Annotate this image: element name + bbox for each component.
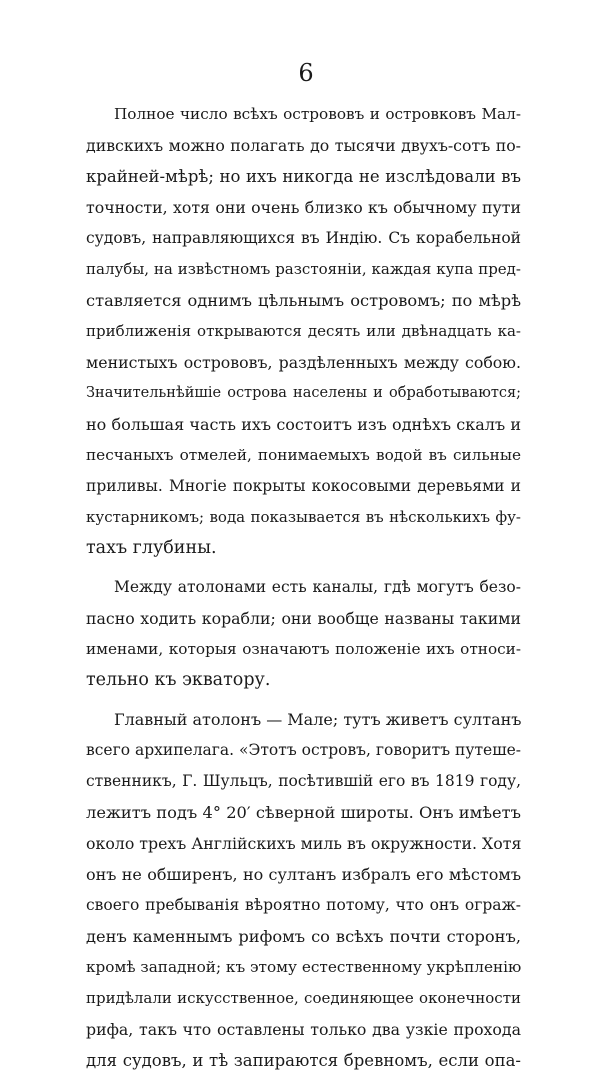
text-line: Значительнѣйшіе острова населены и обработываются; [86, 385, 521, 401]
text-line: точности, хотя они очень близко къ обычному пути [86, 198, 521, 217]
text-line: ставляется однимъ цѣльнымъ островомъ; по мѣрѣ [86, 291, 521, 310]
text-line: но большая часть ихъ состоитъ изъ однѣхъ скалъ и [86, 415, 521, 434]
text-line: судовъ, направляющихся въ Индію. Съ корабельной [86, 229, 521, 247]
text-line: крайней-мѣрѣ; но ихъ никогда не изслѣдовали въ [86, 167, 521, 186]
paragraph-male-atoll [86, 704, 521, 1076]
text-line: пасно ходить корабли; они вообще названы такими [86, 609, 521, 628]
text-line: приближенія открываются десять или двѣнадцать ка- [86, 322, 521, 340]
text-line: придѣлали искусственное, соединяющее оконечности [86, 989, 521, 1007]
text-line: именами, которыя означаютъ положеніе ихъ относи- [86, 640, 521, 658]
text-line: менистыхъ острововъ, раздѣленныхъ между собою. [86, 353, 521, 372]
text-line: для судовъ, и тѣ запираются бревномъ, если опа- [86, 1051, 521, 1070]
text-line: Главный атолонъ — Мале; тутъ живетъ султанъ [114, 710, 521, 729]
body-text [86, 99, 521, 1076]
text-line: около трехъ Англійскихъ миль въ окружности. Хотя [86, 834, 521, 853]
text-line: всего архипелага. «Этотъ островъ, говоритъ путеше- [86, 741, 521, 759]
text-line: приливы. Многіе покрыты кокосовыми деревьями и [86, 477, 521, 495]
text-line: денъ каменнымъ рифомъ со всѣхъ почти сторонъ, [86, 927, 521, 946]
page-number: 6 [298, 59, 314, 87]
paragraph-islands-count [86, 99, 521, 564]
paragraph-channels [86, 572, 521, 696]
text-line: Между атолонами есть каналы, гдѣ могутъ безо- [114, 578, 521, 596]
text-line: тельно къ экватору. [86, 670, 271, 690]
text-line: лежитъ подъ 4° 20′ сѣверной широты. Онъ имѣетъ [86, 803, 521, 822]
text-line: онъ не обширенъ, но султанъ избралъ его мѣстомъ [86, 865, 521, 884]
text-line: кустарникомъ; вода показывается въ нѣсколькихъ фу- [86, 508, 521, 526]
text-line: песчаныхъ отмелей, понимаемыхъ водой въ сильные [86, 446, 521, 464]
text-line: своего пребыванія вѣроятно потому, что онъ ограж- [86, 896, 521, 914]
text-line: тахъ глубины. [86, 538, 217, 558]
text-line: Полное число всѣхъ острововъ и островковъ Мал- [114, 105, 521, 123]
text-line: ственникъ, Г. Шульцъ, посѣтившій его въ 1819 году, [86, 772, 521, 790]
text-line: дивскихъ можно полагать до тысячи двухъ-сотъ по- [86, 136, 521, 155]
text-line: кромѣ западной; къ этому естественному укрѣпленію [86, 958, 521, 976]
text-line: палубы, на извѣстномъ разстояніи, каждая купа пред- [86, 260, 521, 278]
text-line: рифа, такъ что оставлены только два узкіе прохода [86, 1020, 521, 1039]
